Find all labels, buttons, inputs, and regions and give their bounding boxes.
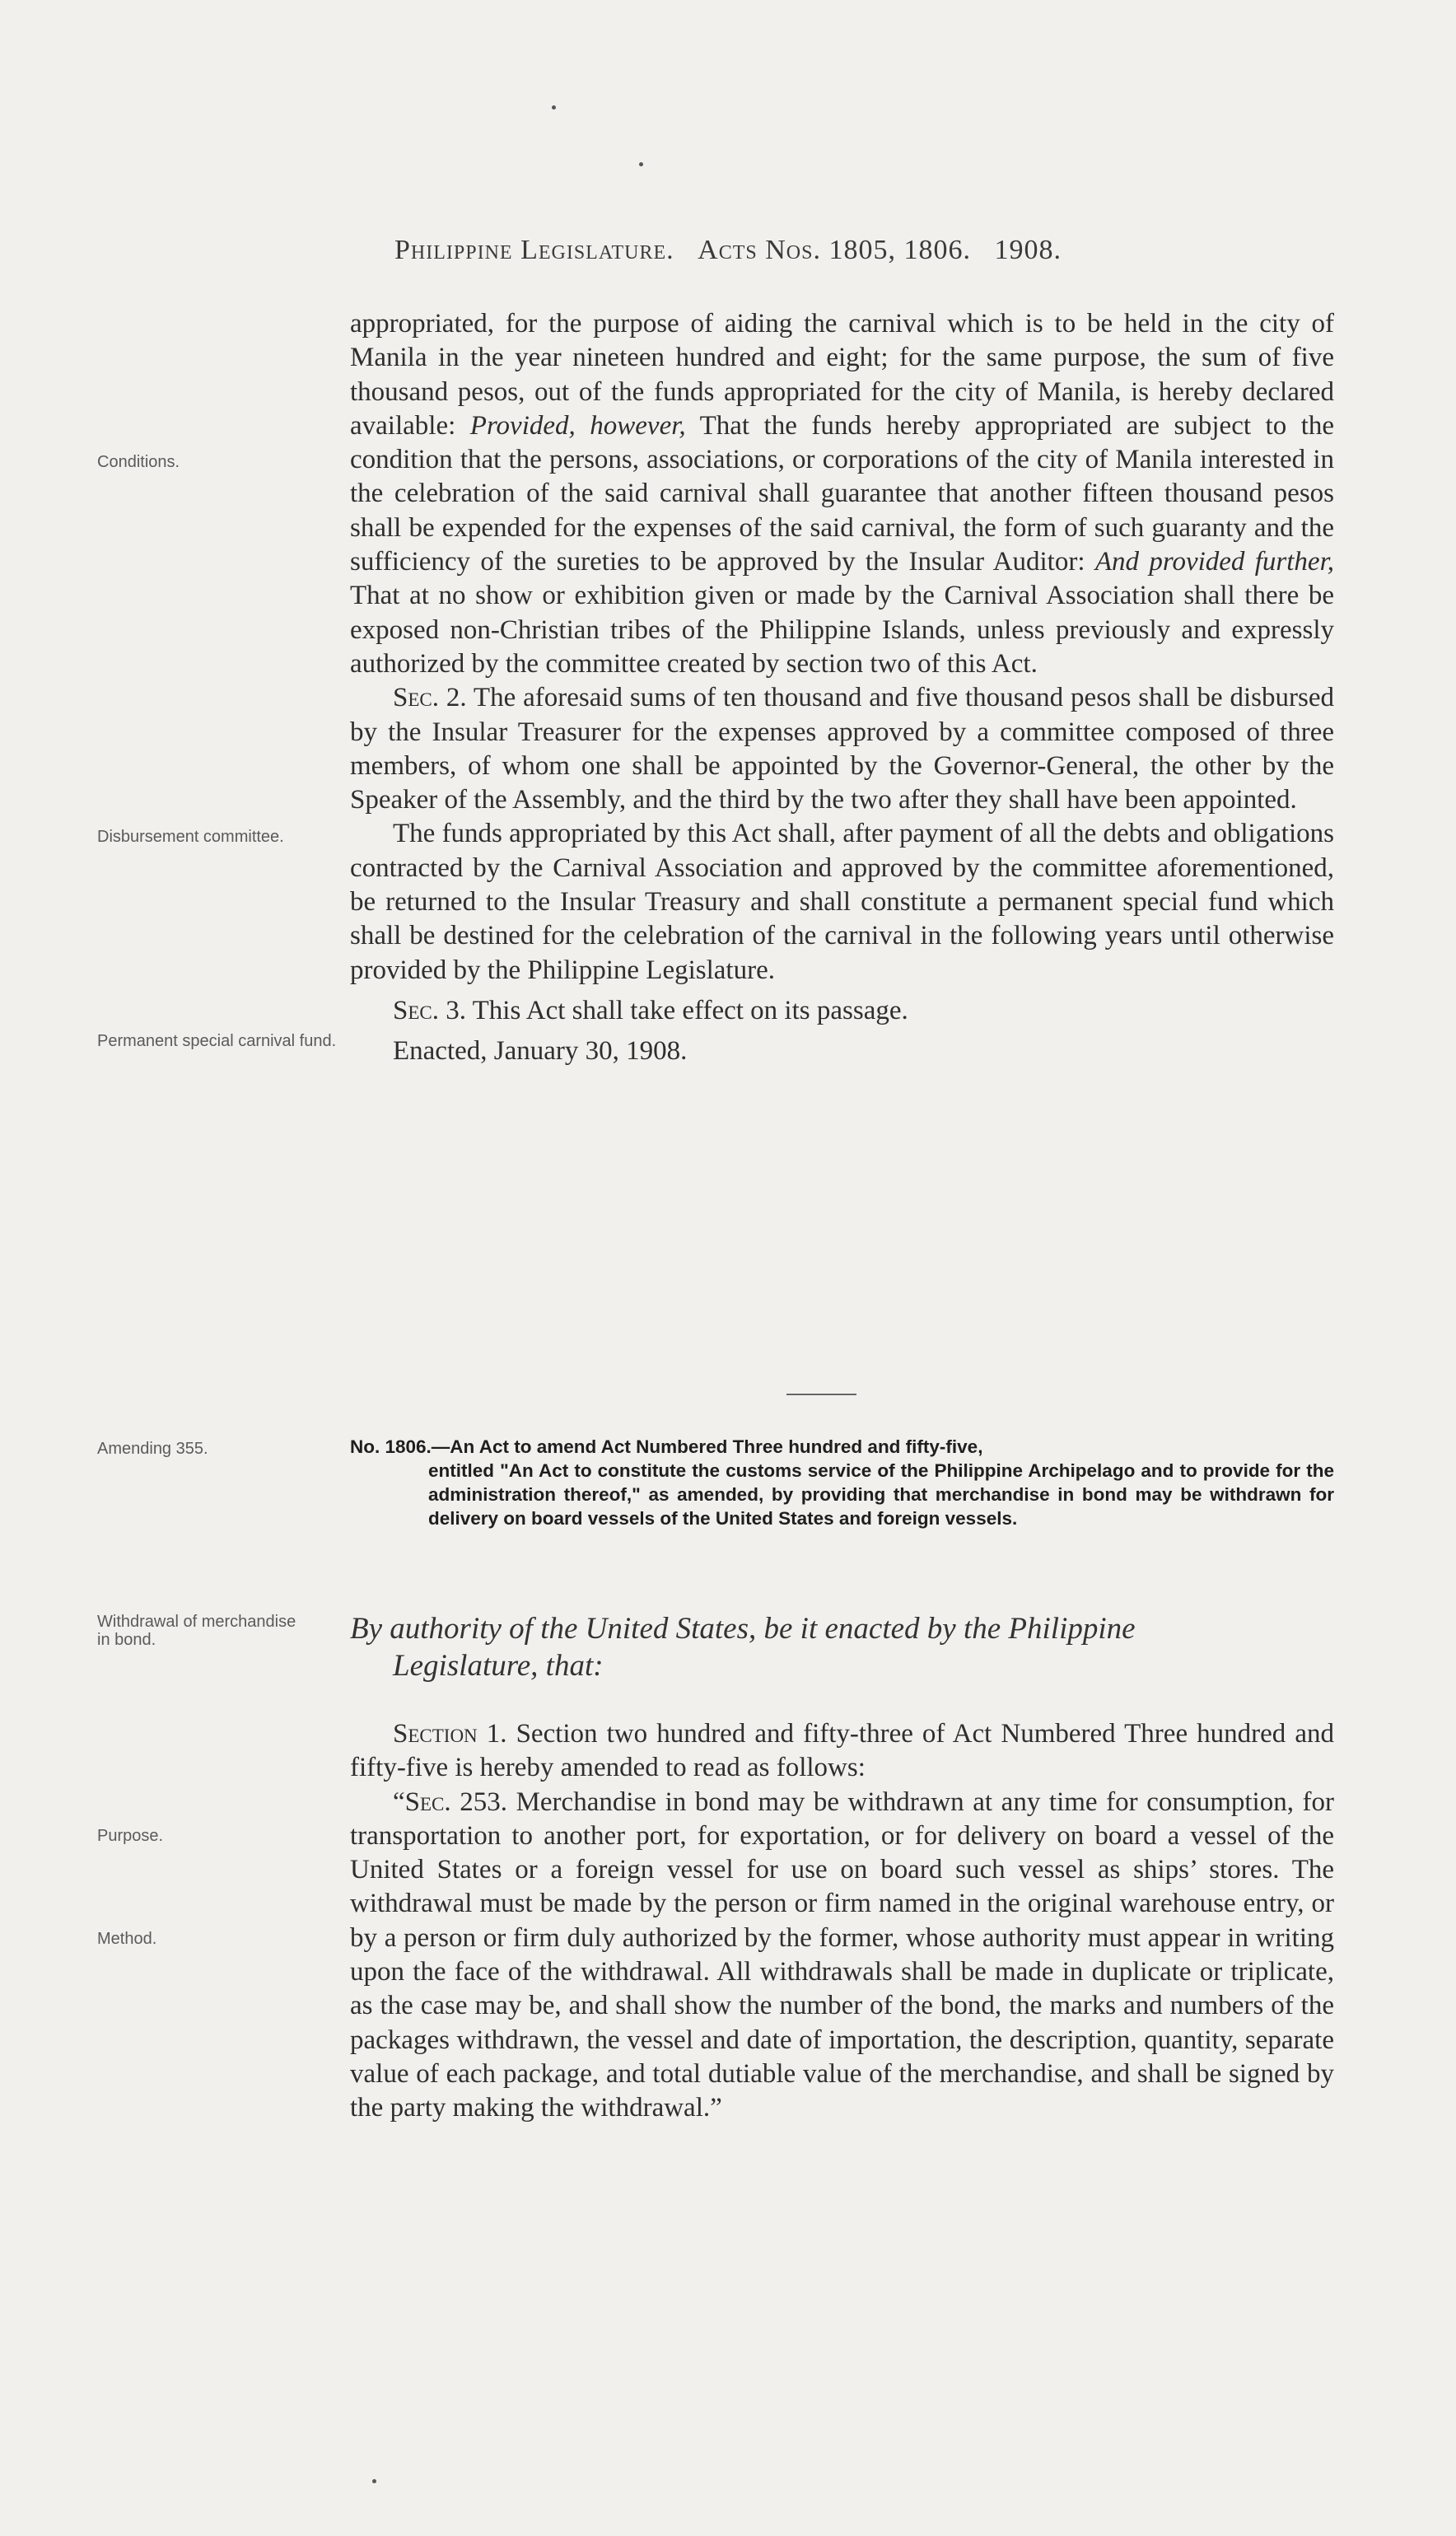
header-title: Philippine Legislature. [394,235,674,265]
act-1806-quoted-section-253: “Sec. 253. Merchandise in bond may be withdrawn at any time for consumption, for transportation to another port, for exportation, or for delivery on board a vessel of the United States or a foreign vessel for use on board such vessel as ships’ stores. The withdrawal must be made by the person or firm named in the original warehouse entry, or by a person or firm duly authorized by the former, whose authority must appear in writing upon the face of the withdrawal. All withdrawals shall be made in duplicate or triplicate, as the case may be, and shall show the number of the bond, the marks and numbers of the packages withdrawn, the vessel and date of importation, the description, quantity, separate value of each package, and total dutiable value of the merchandise, and shall be signed by the party making the withdrawal.” [350,1786,1335,2123]
page-speck [372,2479,376,2483]
page-speck [552,105,556,110]
act-1805-paragraph-3: The funds appropriated by this Act shall, after payment of all the debts and obligations contracted by the Carnival Association and approved by the committee aforementioned, be returned to the Insular Treasury and shall constitute a permanent special fund which shall be destined for the celebration of the carnival in the following years until otherwise provided by the Philippine Legislature. [350,819,1334,985]
section-divider [786,1394,856,1395]
act-1806-section-1: Section 1. Section two hundred and fifty-three of Act Numbered Three hundred and fifty-five is hereby amended to read as follows: [350,1719,1335,1783]
act-1805-body [350,307,1334,1069]
margin-note-conditions: Conditions. [97,453,180,471]
act-1806-title-first-line: No. 1806.—An Act to amend Act Numbered Three hundred and fifty-five, [350,1436,983,1457]
act-1805-enacted-date: Enacted, January 30, 1908. [393,1036,688,1067]
enacting-clause: By authority of the United States, be it enacted by the Philippine Legislature, that: [350,1612,1136,1683]
act-1805-paragraph-1: appropriated, for the purpose of aiding the carnival which is to be held in the city of Manila in the year nineteen hundred and eight; for the same purpose, the sum of five thousand pesos, out of the funds appropriated for the city of Manila, is hereby declared available: Provided, however, That the funds hereby appropriated are subject to the condition that the persons, associations, or corporations of the city of Manila interested in the celebration of the said carnival shall guarantee that another fifteen thousand pesos shall be expended for the expenses of the said carnival, the form of such guaranty and the sufficiency of the sureties to be approved by the Insular Auditor: And provided further, That at no show or exhibition given or made by the Carnival Association shall there be exposed non-Christian tribes of the Philippine Islands, unless previously and expressly authorized by the committee created by section two of this Act. [350,309,1335,679]
margin-note-amending: Amending 355. [97,1440,208,1458]
act-1805-section-2: Sec. 2. The aforesaid sums of ten thousand and five thousand pesos shall be disbursed by the Insular Treasurer for the expenses approved by a committee composed of three members, of whom one shall be appointed by the Governor-General, the other by the Speaker of the Assembly, and the third by the two after they shall have been appointed. [350,683,1335,815]
margin-note-purpose: Purpose. [97,1827,164,1845]
margin-note-withdrawal: Withdrawal of merchandise in bond. [97,1613,296,1649]
header-acts: Acts Nos. 1805, 1806. [698,235,971,265]
margin-note-method: Method. [97,1930,157,1948]
margin-note-permanent-fund: Permanent special carnival fund. [97,1032,337,1050]
running-header [0,235,1456,266]
act-1805-section-3: Sec. 3. This Act shall take effect on its passage. [393,995,908,1025]
act-1806-title-rest: entitled "An Act to constitute the customs service of the Philippine Archipelago and to provide for the administration thereof," as amended, by providing that merchandise in bond may be withdrawn for delivery on board vessels of the United States and foreign vessels. [428,1460,1334,1529]
page-speck [639,162,643,166]
margin-note-disbursement: Disbursement committee. [97,828,284,846]
act-1806-title [350,1435,1334,1530]
act-1806-body [350,1717,1334,2126]
header-year: 1908. [994,235,1062,265]
